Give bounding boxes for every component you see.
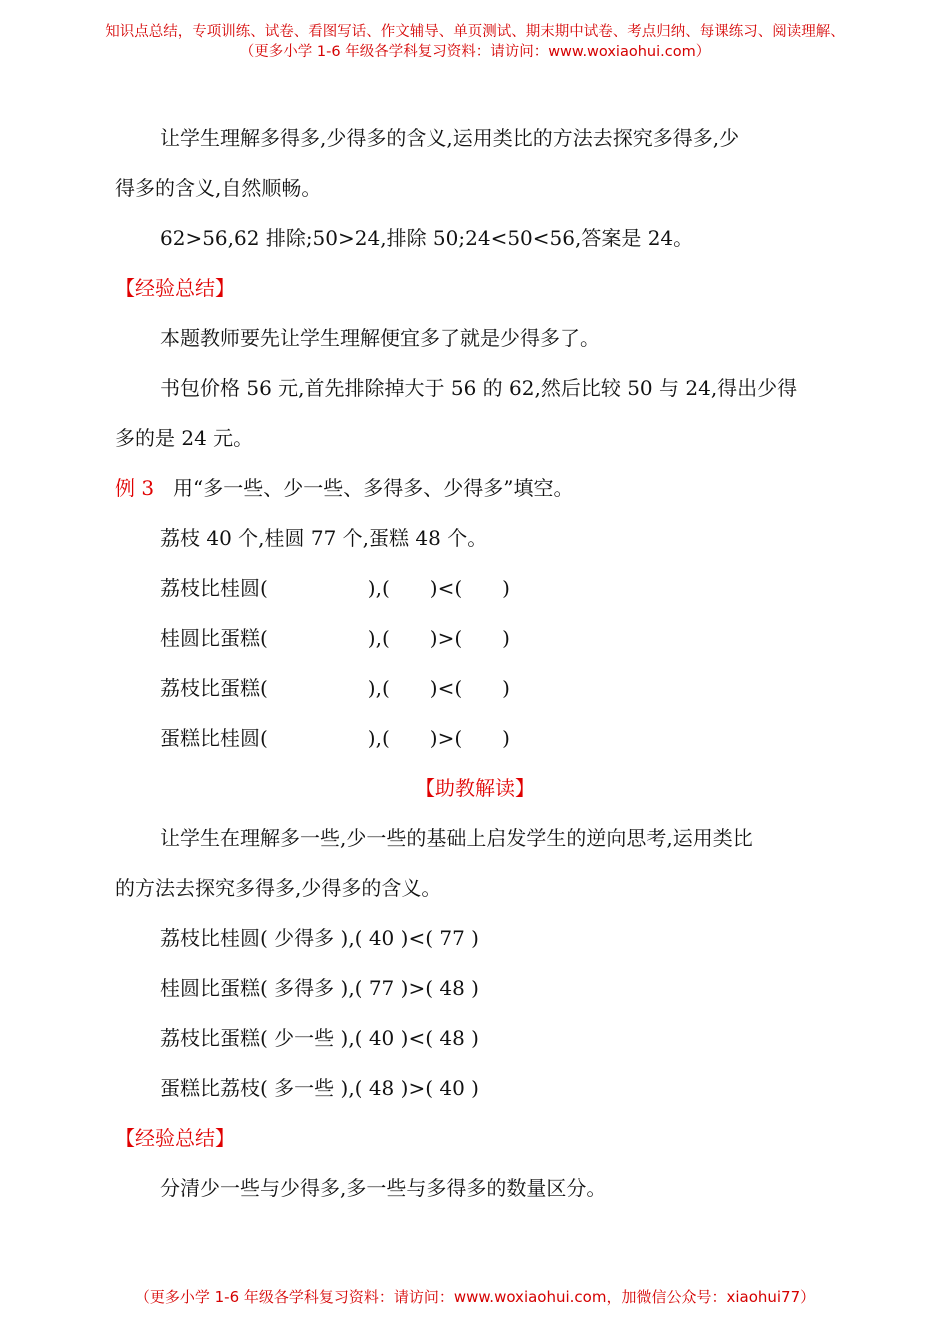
example-label: 例 3 <box>115 476 155 500</box>
paragraph-4a: 书包价格 56 元,首先排除掉大于 56 的 62,然后比较 50 与 24,得出少得 <box>160 376 798 400</box>
answer-line-3: 荔枝比蛋糕( 少一些 ),( 40 )<( 48 ) <box>160 1026 479 1050</box>
heading-experience-summary-1: 【经验总结】 <box>115 276 235 300</box>
paragraph-1a: 让学生理解多得多,少得多的含义,运用类比的方法去探究多得多,少 <box>160 126 740 150</box>
paragraph-3: 本题教师要先让学生理解便宜多了就是少得多了。 <box>160 326 600 350</box>
paragraph-4b: 多的是 24 元。 <box>115 426 254 450</box>
paragraph-7: 分清少一些与少得多,多一些与多得多的数量区分。 <box>160 1176 607 1200</box>
paragraph-5: 荔枝 40 个,桂圆 77 个,蛋糕 48 个。 <box>160 526 488 550</box>
answer-line-2: 桂圆比蛋糕( 多得多 ),( 77 )>( 48 ) <box>160 976 479 1000</box>
answer-line-1: 荔枝比桂圆( 少得多 ),( 40 )<( 77 ) <box>160 926 479 950</box>
blank-line-1: 荔枝比桂圆( ),( )<( ) <box>160 576 510 600</box>
heading-experience-summary-2: 【经验总结】 <box>115 1126 235 1150</box>
blank-line-2: 桂圆比蛋糕( ),( )>( ) <box>160 626 510 650</box>
footer-text: （更多小学 1-6 年级各学科复习资料：请访问：www.woxiaohui.com，加微信公众号：xiaohui77） <box>134 1288 816 1306</box>
example-text: 用“多一些、少一些、多得多、少得多”填空。 <box>173 476 574 500</box>
blank-line-3: 荔枝比蛋糕( ),( )<( ) <box>160 676 510 700</box>
answer-line-4: 蛋糕比荔枝( 多一些 ),( 48 )>( 40 ) <box>160 1076 479 1100</box>
blank-line-4: 蛋糕比桂圆( ),( )>( ) <box>160 726 510 750</box>
paragraph-1b: 得多的含义,自然顺畅。 <box>115 176 322 200</box>
header-line-2: （更多小学 1-6 年级各学科复习资料：请访问：www.woxiaohui.com） <box>239 44 711 60</box>
heading-assistant-interpretation: 【助教解读】 <box>415 776 535 800</box>
paragraph-6a: 让学生在理解多一些,少一些的基础上启发学生的逆向思考,运用类比 <box>160 826 753 850</box>
paragraph-6b: 的方法去探究多得多,少得多的含义。 <box>115 876 442 900</box>
header-line-1: 知识点总结，专项训练、试卷、看图写话、作文辅导、单页测试、期末期中试卷、考点归纳、每课练习、阅读理解、 <box>105 24 845 40</box>
paragraph-2: 62>56,62 排除;50>24,排除 50;24<50<56,答案是 24。 <box>160 226 694 250</box>
example-3 <box>115 478 573 498</box>
